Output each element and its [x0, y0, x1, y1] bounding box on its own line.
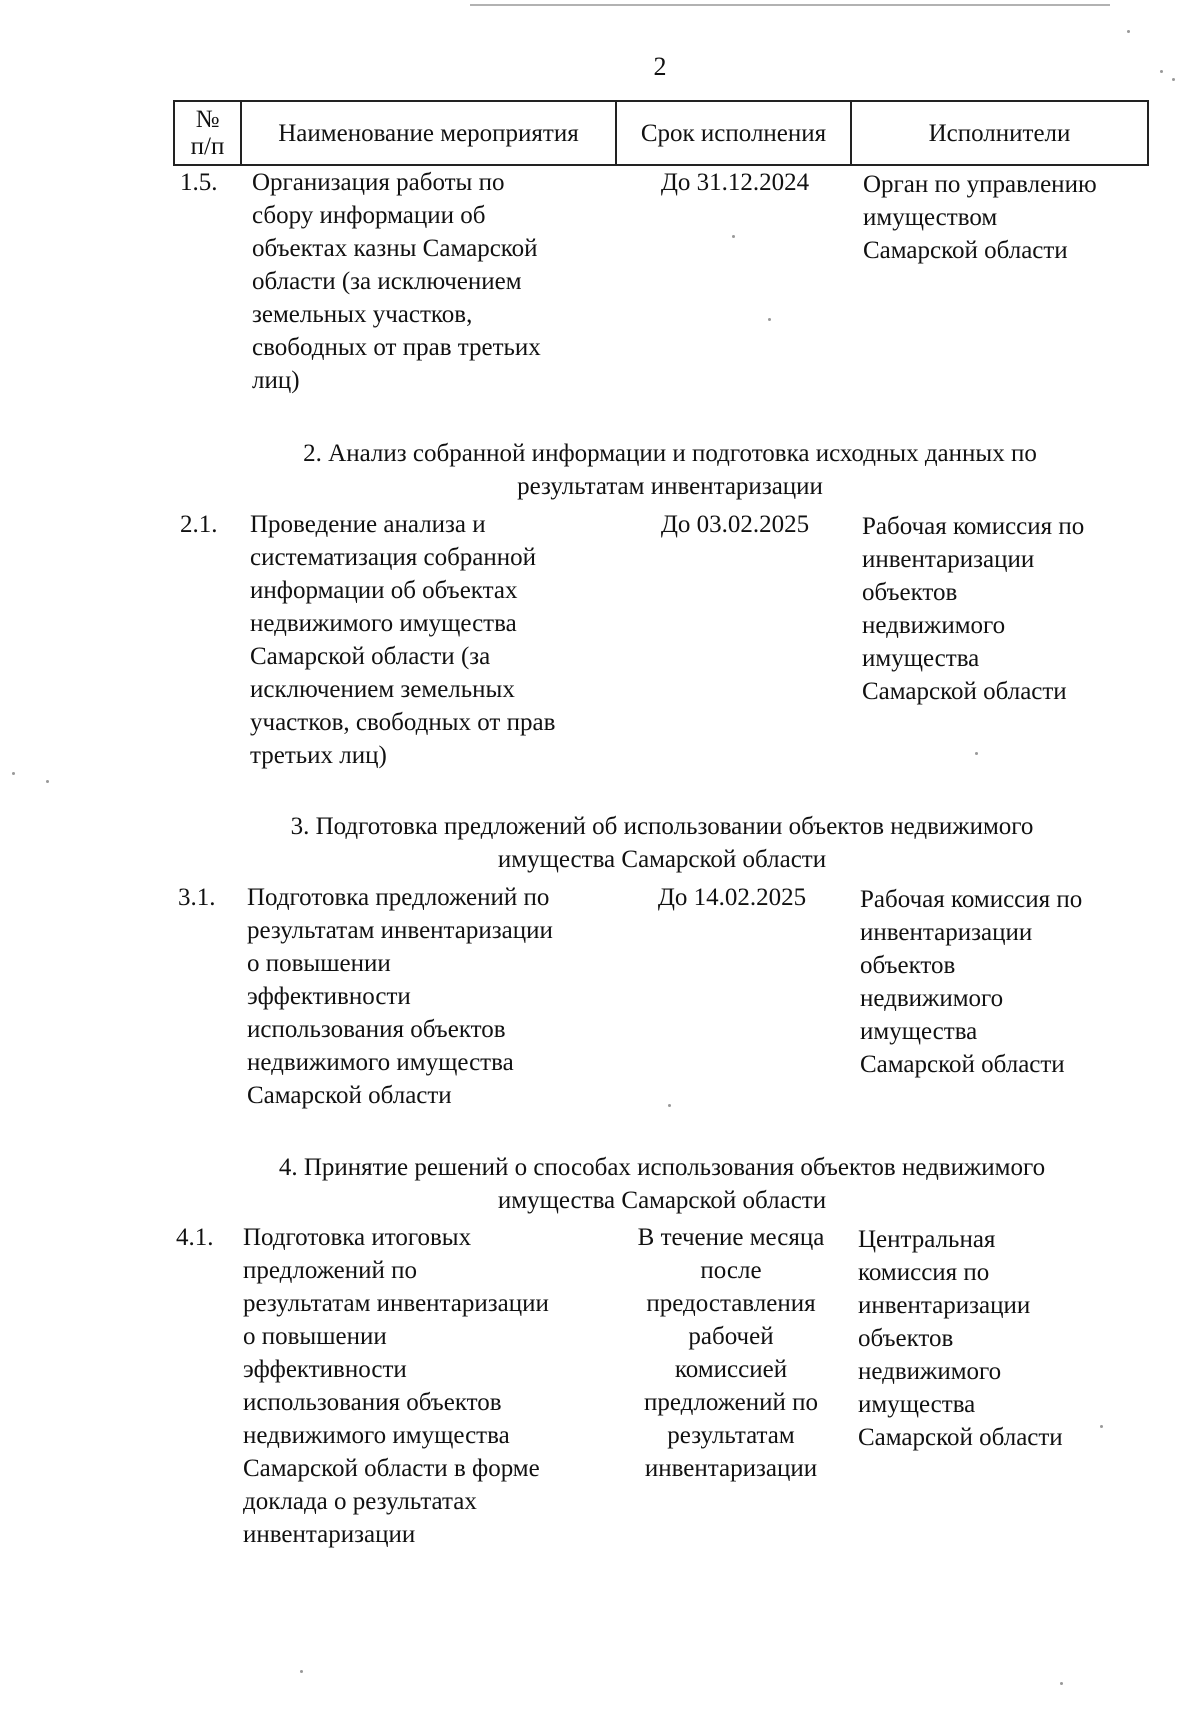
row-name-line: использования объектов [247, 1016, 506, 1043]
row-name-line: области (за исключением [252, 268, 522, 295]
row-name [243, 1221, 618, 1551]
row-name-line: эффективности [247, 983, 411, 1010]
section-heading-line: результатам инвентаризации [517, 473, 823, 500]
section-heading-line: 3. Подготовка предложений об использовании объектов недвижимого [290, 813, 1034, 840]
header-num [174, 101, 241, 165]
row-name-line: сбору информации об [252, 202, 486, 229]
row-executor-line: Самарской области [858, 1424, 1063, 1451]
section-heading [222, 810, 1102, 876]
row-executor-line: Самарской области [862, 678, 1067, 705]
row-name [247, 881, 617, 1112]
row-executor-line: имущества [862, 645, 980, 672]
row-name-line: о повышении [247, 950, 391, 977]
scan-speck [1100, 1425, 1103, 1428]
row-executor-line: Самарской области [863, 237, 1068, 264]
row-name-line: инвентаризации [243, 1521, 416, 1548]
scan-speck [1060, 1682, 1063, 1685]
scan-speck [1127, 30, 1130, 33]
section-heading [222, 1151, 1102, 1217]
row-executor-line: инвентаризации [860, 919, 1033, 946]
row-deadline-line: комиссией [674, 1356, 788, 1383]
row-name-line: земельных участков, [252, 301, 473, 328]
section-heading [230, 437, 1110, 503]
scan-speck [975, 752, 978, 755]
row-name-line: результатам инвентаризации [247, 917, 553, 944]
row-deadline-line: результатам [667, 1422, 795, 1449]
row-deadline-line: предложений по [643, 1389, 819, 1416]
row-name-line: предложений по [243, 1257, 418, 1284]
page-number: 2 [653, 52, 667, 81]
row-name-line: о повышении [243, 1323, 387, 1350]
row-name-line: результатам инвентаризации [243, 1290, 549, 1317]
row-name [250, 508, 620, 772]
row-name-line: лиц) [252, 367, 300, 394]
row-name-line: систематизация собранной [250, 544, 537, 571]
row-deadline-line: после [700, 1257, 762, 1284]
row-name-line: недвижимого имущества [243, 1422, 510, 1449]
row-executor-line: объектов [860, 952, 956, 979]
row-number: 1.5. [180, 169, 218, 196]
row-number: 4.1. [176, 1224, 214, 1251]
row-executors [858, 1223, 1158, 1454]
row-deadline-line: До 31.12.2024 [660, 169, 810, 196]
row-name-line: недвижимого имущества [247, 1049, 514, 1076]
row-executor-line: недвижимого [862, 612, 1006, 639]
row-name-line: свободных от прав третьих [252, 334, 541, 361]
scan-speck [12, 772, 15, 775]
scan-edge-line [470, 4, 1110, 6]
row-executors [863, 168, 1163, 267]
table-header [173, 100, 1149, 166]
row-deadline-line: предоставления [646, 1290, 816, 1317]
scan-speck [300, 1670, 303, 1673]
row-name-line: доклада о результатах [243, 1488, 477, 1515]
row-executor-line: объектов [858, 1325, 954, 1352]
row-name-line: Проведение анализа и [250, 511, 486, 538]
row-executor-line: имущества [860, 1018, 978, 1045]
row-deadline-line: В течение месяца [637, 1224, 825, 1251]
scan-speck [732, 235, 735, 238]
scan-speck [668, 1104, 671, 1107]
row-executor-line: инвентаризации [858, 1292, 1031, 1319]
row-number: 2.1. [180, 511, 218, 538]
header-name: Наименование мероприятия [241, 101, 616, 165]
row-name-line: Организация работы по [252, 169, 505, 196]
row-executor-line: имуществом [863, 204, 998, 231]
row-name [252, 166, 622, 397]
row-name-line: участков, свободных от прав [250, 709, 556, 736]
row-name-line: объектах казны Самарской [252, 235, 538, 262]
row-executor-line: Центральная [858, 1226, 996, 1253]
header-num-label: № п/п [190, 106, 225, 160]
scan-speck [1172, 78, 1175, 81]
row-executor-line: имущества [858, 1391, 976, 1418]
row-name-line: информации об объектах [250, 577, 518, 604]
row-deadline-line: инвентаризации [644, 1455, 818, 1482]
row-executor-line: Орган по управлению [863, 171, 1097, 198]
row-name-line: Самарской области в форме [243, 1455, 540, 1482]
row-executor-line: Рабочая комиссия по [862, 513, 1085, 540]
row-name-line: Подготовка итоговых [243, 1224, 472, 1251]
section-heading-line: 2. Анализ собранной информации и подготовка исходных данных по [303, 440, 1037, 467]
section-heading-line: имущества Самарской области [497, 846, 827, 873]
scan-speck [46, 780, 49, 783]
row-deadline-line: До 14.02.2025 [657, 884, 807, 911]
scan-speck [1160, 70, 1163, 73]
row-deadline [617, 881, 847, 914]
row-deadline-line: рабочей [688, 1323, 774, 1350]
row-executors [862, 510, 1162, 708]
header-deadline: Срок исполнения [616, 101, 851, 165]
row-name-line: Самарской области (за [250, 643, 491, 670]
row-name-line: Подготовка предложений по [247, 884, 550, 911]
row-deadline [620, 166, 850, 199]
row-executor-line: инвентаризации [862, 546, 1035, 573]
section-heading-line: имущества Самарской области [497, 1187, 827, 1214]
section-heading-line: 4. Принятие решений о способах использования объектов недвижимого [278, 1154, 1046, 1181]
row-executor-line: недвижимого [860, 985, 1004, 1012]
row-name-line: исключением земельных [250, 676, 515, 703]
row-deadline [620, 508, 850, 541]
row-executors [860, 883, 1160, 1081]
row-executor-line: недвижимого [858, 1358, 1002, 1385]
header-executors: Исполнители [851, 101, 1148, 165]
row-name-line: Самарской области [247, 1082, 452, 1109]
row-number: 3.1. [178, 884, 216, 911]
scan-speck [768, 318, 771, 321]
row-executor-line: объектов [862, 579, 958, 606]
row-executor-line: комиссия по [858, 1259, 990, 1286]
row-name-line: третьих лиц) [250, 742, 387, 769]
row-executor-line: Рабочая комиссия по [860, 886, 1083, 913]
row-name-line: использования объектов [243, 1389, 502, 1416]
row-deadline-line: До 03.02.2025 [660, 511, 810, 538]
row-name-line: недвижимого имущества [250, 610, 517, 637]
row-deadline [617, 1221, 845, 1485]
row-name-line: эффективности [243, 1356, 407, 1383]
row-executor-line: Самарской области [860, 1051, 1065, 1078]
